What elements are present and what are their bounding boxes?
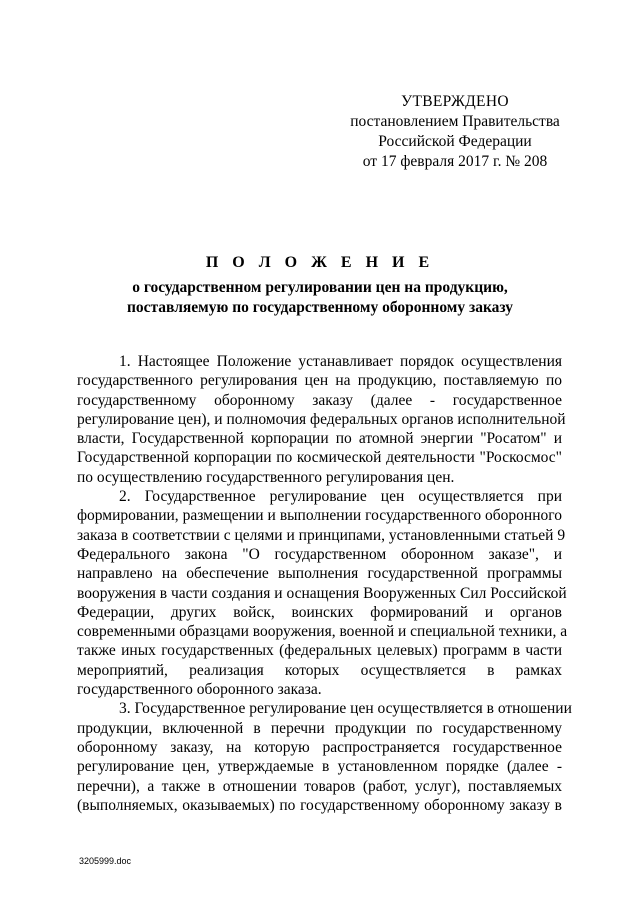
paragraph-line: Федерации, других войск, воинских формирований и органов (77, 603, 562, 621)
paragraph-line: государственного регулирования цен на продукцию, поставляемую по (77, 372, 562, 390)
paragraph-line: 2. Государственное регулирование цен осуществляется при (119, 488, 562, 506)
document-subtitle (0, 278, 640, 318)
approval-line: Российской Федерации (378, 133, 532, 150)
paragraph-1 (77, 352, 566, 487)
paragraph-line: мероприятий, реализация которых осуществляется в рамках (77, 661, 562, 679)
approval-title: УТВЕРЖДЕНО (401, 93, 509, 110)
paragraph-line: вооружения в части создания и оснащения Вооруженных Сил Российской (77, 584, 567, 602)
footer-file-name: 3205999.doc (79, 856, 132, 866)
paragraph-line: 1. Настоящее Положение устанавливает порядок осуществления (119, 353, 562, 370)
paragraph-line: продукции, включенной в перечни продукции по государственному (77, 719, 562, 737)
paragraph-line: регулирование цен), и полномочия федеральных органов исполнительной (77, 410, 566, 428)
paragraph-line: Государственной корпорации по космической деятельности "Роскосмос" (77, 449, 562, 467)
paragraph-line: направлено на обеспечение выполнения государственной программы (77, 565, 562, 583)
approval-stamp (330, 92, 580, 172)
paragraph-line: заказа в соответствии с целями и принципами, установленными статьей 9 (77, 526, 566, 544)
paragraph-line: 3. Государственное регулирование цен осуществляется в отношении (119, 700, 572, 718)
paragraph-3 (77, 699, 572, 815)
paragraph-line: перечни), а также в отношении товаров (работ, услуг), поставляемых (77, 777, 562, 795)
paragraph-line: современными образцами вооружения, военной и специальной техники, а (77, 623, 568, 641)
approval-line: постановлением Правительства (350, 113, 560, 130)
subtitle-line: поставляемую по государственному оборонному заказу (126, 299, 514, 316)
subtitle-line: о государственном регулировании цен на продукцию, (132, 279, 508, 296)
paragraph-line: также иных государственных (федеральных целевых) программ в части (77, 642, 562, 660)
approval-date-number: от 17 февраля 2017 г. № 208 (362, 153, 548, 170)
paragraph-line: по осуществлению государственного регулирования цен. (77, 468, 455, 486)
document-title: П О Л О Ж Е Н И Е (205, 254, 435, 271)
paragraph-line: власти, Государственной корпорации по атомной энергии "Росатом" и (77, 430, 562, 448)
paragraph-line: оборонному заказу, на которую распространяется государственное (77, 738, 562, 756)
paragraph-line: государственному оборонному заказу (далее - государственное (77, 391, 562, 409)
paragraph-2 (77, 487, 568, 699)
paragraph-line: регулирование цен, утверждаемые в установленном порядке (далее - (77, 758, 562, 776)
paragraph-line: Федерального закона "О государственном оборонном заказе", и (77, 545, 562, 563)
document-body (77, 352, 572, 815)
paragraph-line: государственного оборонного заказа. (77, 681, 322, 699)
paragraph-line: формировании, размещении и выполнении государственного оборонного (77, 507, 562, 525)
paragraph-line: (выполняемых, оказываемых) по государственному оборонному заказу в (77, 796, 562, 814)
